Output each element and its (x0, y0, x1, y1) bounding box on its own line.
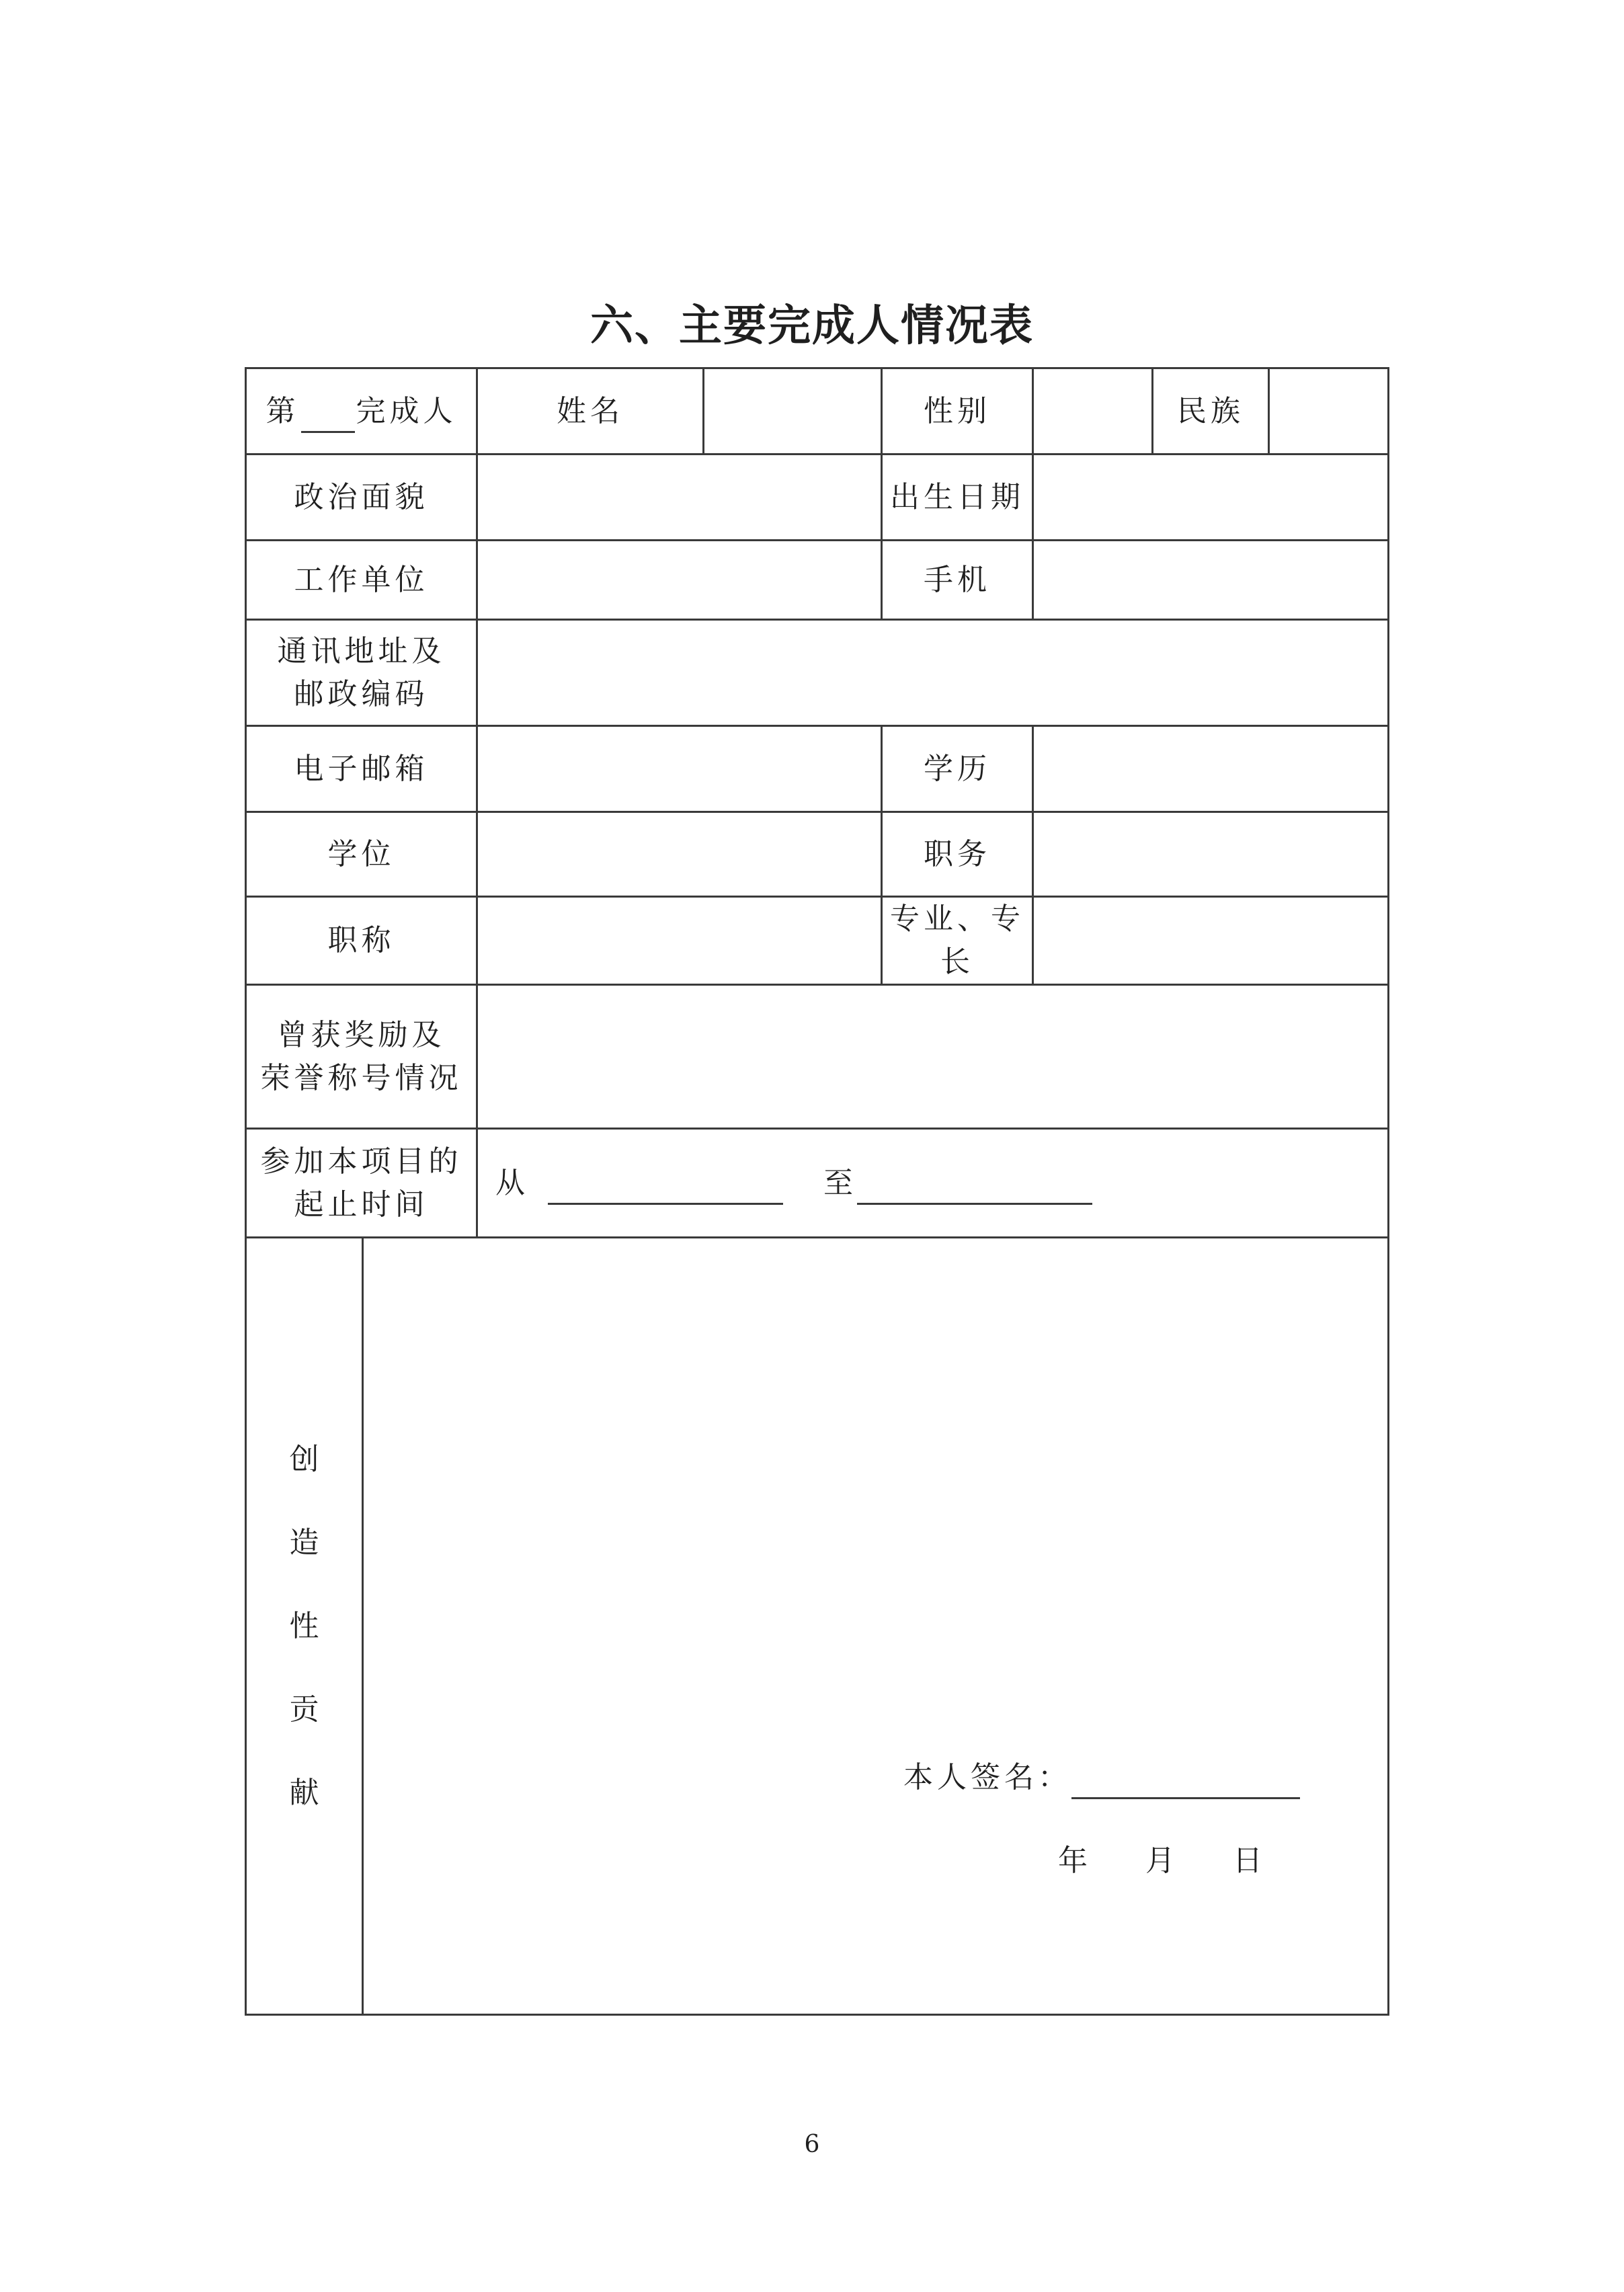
contribution-char: 创 (289, 1441, 319, 1476)
awards-label (246, 985, 477, 1129)
gender-field[interactable] (1033, 368, 1153, 455)
period-to-line[interactable] (857, 1171, 1092, 1205)
ethnicity-field[interactable] (1269, 368, 1389, 455)
education-label: 学历 (882, 726, 1033, 812)
row-awards (246, 985, 1389, 1129)
rank-blank[interactable] (301, 401, 355, 433)
period-label-line2: 起止时间 (294, 1187, 429, 1222)
signature-block (903, 1756, 1320, 1883)
contribution-label (246, 1238, 363, 2015)
work-unit-label: 工作单位 (246, 541, 477, 620)
address-field[interactable] (477, 620, 1389, 726)
work-unit-field[interactable] (477, 541, 882, 620)
date-row (903, 1840, 1320, 1883)
page-number: 6 (804, 2131, 820, 2158)
period-label (246, 1129, 477, 1238)
rank-prefix: 第 (266, 393, 300, 428)
rank-label-cell (246, 368, 477, 455)
row-degree-position (246, 812, 1389, 897)
specialty-label: 专业、专长 (882, 897, 1033, 985)
row-basic-info (246, 368, 1389, 455)
row-political-birth (246, 455, 1389, 541)
date-day-label: 日 (1233, 1844, 1266, 1878)
mobile-label: 手机 (882, 541, 1033, 620)
contribution-char: 献 (289, 1775, 319, 1810)
period-to-label: 至 (823, 1165, 857, 1200)
period-label-line1: 参加本项目的 (260, 1144, 462, 1179)
row-period (246, 1129, 1389, 1238)
position-field[interactable] (1033, 812, 1389, 897)
specialty-field[interactable] (1033, 897, 1389, 985)
row-title-specialty (246, 897, 1389, 985)
contribution-char: 造 (289, 1525, 319, 1560)
contribution-char: 性 (289, 1608, 319, 1643)
gender-label: 性别 (882, 368, 1033, 455)
rank-suffix: 完成人 (356, 393, 457, 428)
mobile-field[interactable] (1033, 541, 1389, 620)
title-label: 职称 (246, 897, 477, 985)
name-field[interactable] (704, 368, 882, 455)
signature-row (903, 1756, 1320, 1799)
contribution-char: 贡 (289, 1692, 319, 1727)
period-field (477, 1129, 1389, 1238)
email-label: 电子邮箱 (246, 726, 477, 812)
address-label-line1: 通讯地址及 (277, 633, 446, 668)
signature-line[interactable] (1071, 1765, 1300, 1799)
period-from-label: 从 (495, 1165, 529, 1200)
contribution-vertical-label (284, 1418, 325, 1835)
title-field[interactable] (477, 897, 882, 985)
degree-field[interactable] (477, 812, 882, 897)
period-from-line[interactable] (548, 1171, 783, 1205)
contribution-field[interactable] (363, 1238, 1389, 2015)
row-address (246, 620, 1389, 726)
date-year-label: 年 (1058, 1844, 1092, 1878)
row-work-mobile (246, 541, 1389, 620)
row-email-education (246, 726, 1389, 812)
position-label: 职务 (882, 812, 1033, 897)
signature-label: 本人签名： (903, 1760, 1071, 1794)
awards-label-line2: 荣誉称号情况 (260, 1060, 462, 1095)
political-field[interactable] (477, 455, 882, 541)
political-label: 政治面貌 (246, 455, 477, 541)
name-label: 姓名 (477, 368, 704, 455)
date-month-label: 月 (1145, 1844, 1179, 1878)
row-contribution (246, 1238, 1389, 2015)
address-label-line2: 邮政编码 (294, 676, 429, 711)
awards-field[interactable] (477, 985, 1389, 1129)
degree-label: 学位 (246, 812, 477, 897)
education-field[interactable] (1033, 726, 1389, 812)
ethnicity-label: 民族 (1153, 368, 1269, 455)
email-field[interactable] (477, 726, 882, 812)
birth-label: 出生日期 (882, 455, 1033, 541)
contributor-form-table (245, 367, 1389, 2016)
page-title: 六、主要完成人情况表 (590, 301, 1034, 351)
address-label (246, 620, 477, 726)
birth-field[interactable] (1033, 455, 1389, 541)
awards-label-line1: 曾获奖励及 (277, 1017, 446, 1052)
